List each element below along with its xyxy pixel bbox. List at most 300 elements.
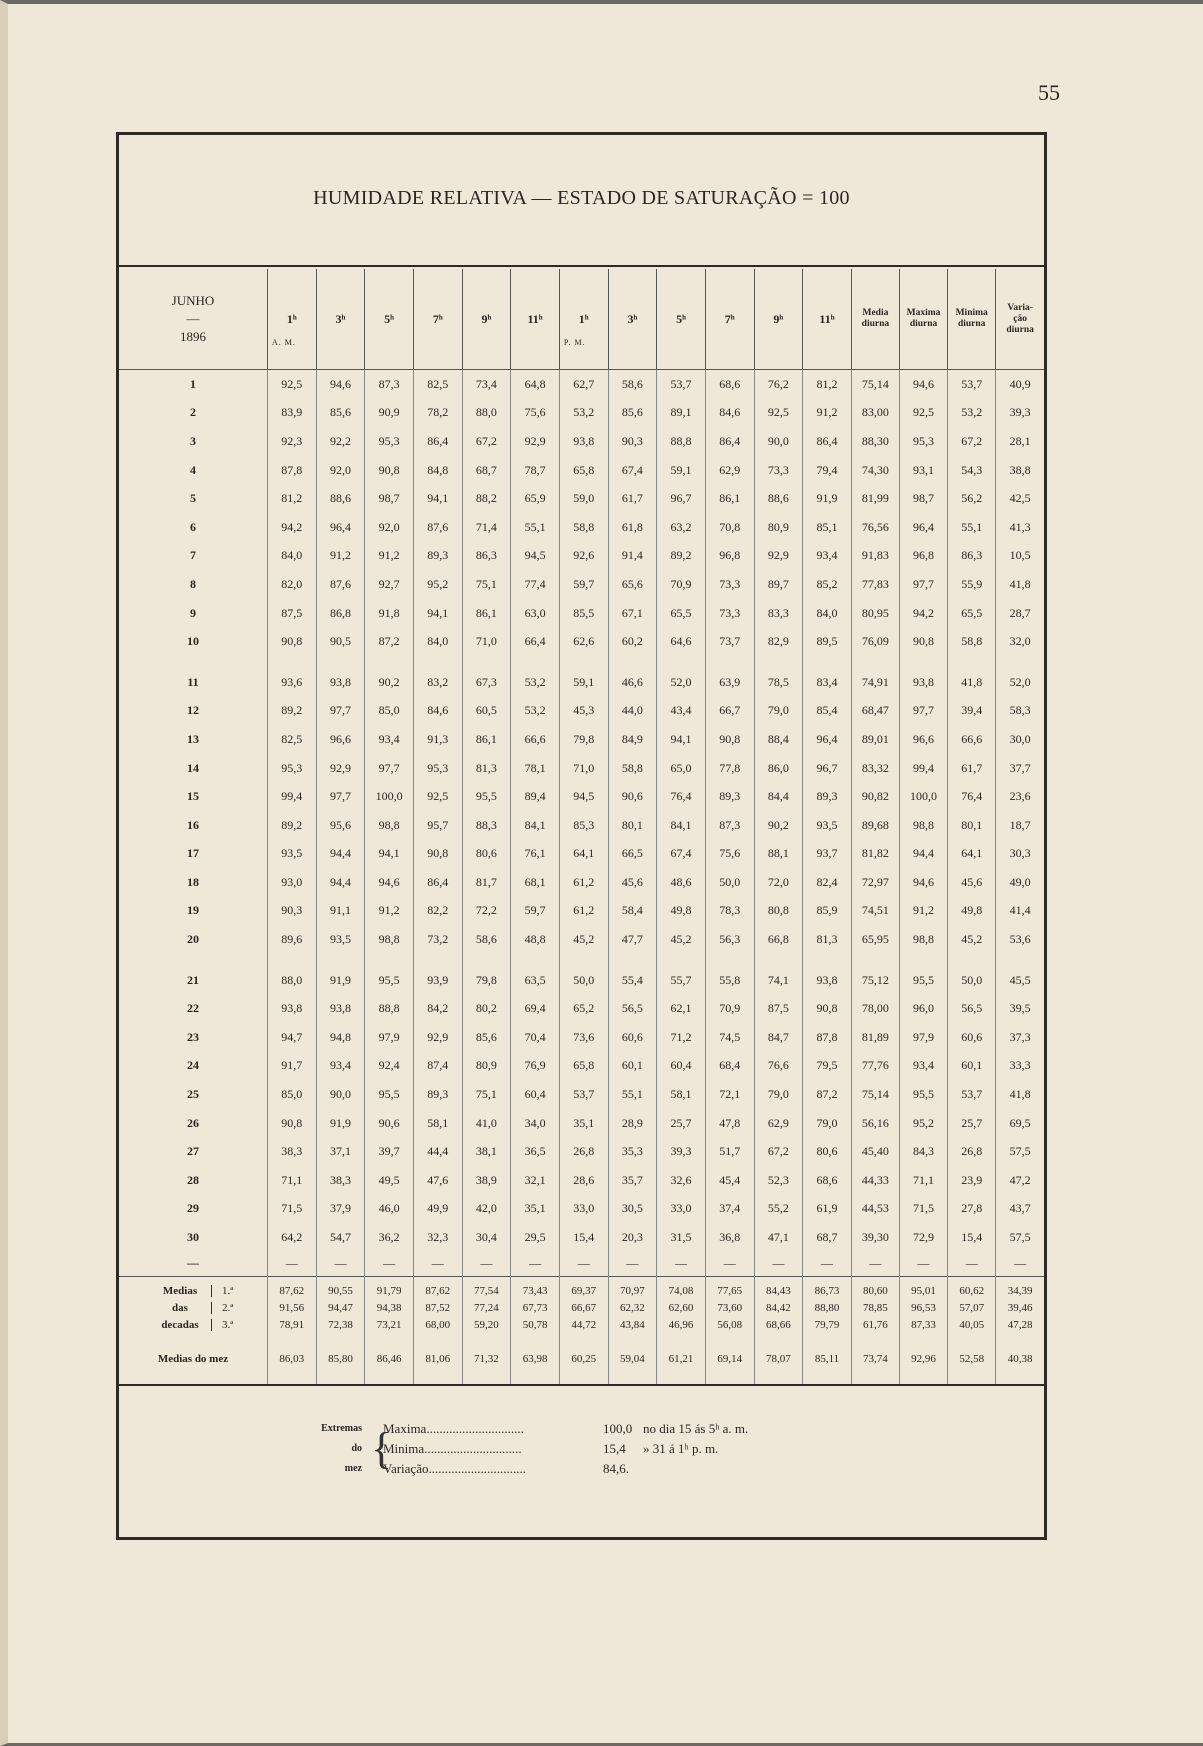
value-cell: 91,8 <box>365 599 414 628</box>
value-cell: 60,1 <box>608 1052 657 1081</box>
value-cell: 81,3 <box>462 754 511 783</box>
day-row <box>119 656 1044 697</box>
day-row <box>119 897 1044 926</box>
value-cell: 54,3 <box>948 456 996 485</box>
value-cell: 83,4 <box>803 656 852 697</box>
value-cell: 52,3 <box>754 1166 803 1195</box>
value-cell: 91,9 <box>316 954 365 995</box>
value-cell: 74,5 <box>705 1023 754 1052</box>
value-cell: 83,9 <box>267 399 316 428</box>
value-cell: 90,8 <box>267 627 316 656</box>
value-cell: 97,9 <box>899 1023 947 1052</box>
value-cell: 90,82 <box>851 782 899 811</box>
value-cell: 78,00 <box>851 994 899 1023</box>
value-cell: 71,2 <box>657 1023 706 1052</box>
month-dash: — <box>186 311 200 326</box>
decade-value: 68,00 <box>413 1317 462 1334</box>
value-cell: 45,5 <box>1009 972 1031 987</box>
value-cell: 91,1 <box>316 897 365 926</box>
value-cell: 90,8 <box>413 840 462 869</box>
dash-cell: — <box>899 1252 947 1277</box>
dash-cell: — <box>803 1252 852 1277</box>
value-cell: 83,3 <box>754 599 803 628</box>
value-cell: 87,5 <box>754 994 803 1023</box>
value-cell: 87,2 <box>365 627 414 656</box>
day-number: 28 <box>119 1166 267 1195</box>
value-cell: 97,7 <box>365 754 414 783</box>
value-cell: 91,7 <box>267 1052 316 1081</box>
hour-label: 9ʰ <box>481 311 492 326</box>
value-cell: 81,82 <box>851 840 899 869</box>
value-cell: 85,6 <box>316 399 365 428</box>
value-cell: 93,1 <box>899 456 947 485</box>
value-cell: 87,5 <box>267 599 316 628</box>
extremes-label-line: Extremas <box>321 1423 362 1434</box>
value-cell: 68,7 <box>803 1223 852 1252</box>
value-cell: 66,7 <box>705 697 754 726</box>
dash-cell: — <box>559 1252 608 1277</box>
value-cell: 71,4 <box>462 513 511 542</box>
value-cell: 86,4 <box>803 427 852 456</box>
value-cell: 55,1 <box>608 1080 657 1109</box>
hour-label: 7ʰ <box>724 311 735 326</box>
value-cell: 23,9 <box>948 1166 996 1195</box>
value-cell: 95,5 <box>365 1080 414 1109</box>
value-cell: 90,0 <box>754 427 803 456</box>
hour-label: 1ʰ <box>286 311 297 326</box>
value-cell: 61,9 <box>803 1195 852 1224</box>
value-cell: 45,2 <box>948 925 996 954</box>
decade-value: 77,24 <box>462 1300 511 1317</box>
value-cell: 93,5 <box>267 840 316 869</box>
value-cell: 44,0 <box>608 697 657 726</box>
day-number: 27 <box>119 1137 267 1166</box>
day-row <box>119 542 1044 571</box>
value-cell: 56,2 <box>948 484 996 513</box>
value-cell: 93,8 <box>316 656 365 697</box>
value-cell: 87,6 <box>316 570 365 599</box>
value-cell: 68,1 <box>511 868 560 897</box>
value-cell: 96,4 <box>803 725 852 754</box>
dash-cell: — <box>754 1252 803 1277</box>
decade-value: 84,42 <box>754 1300 803 1317</box>
value-cell: 41,8 <box>1009 576 1031 591</box>
value-cell: 41,8 <box>948 656 996 697</box>
value-cell: 96,6 <box>899 725 947 754</box>
value-cell: 60,4 <box>657 1052 706 1081</box>
dash-cell: — <box>1014 1256 1027 1271</box>
value-cell: 66,6 <box>511 725 560 754</box>
value-cell: 61,2 <box>559 897 608 926</box>
decade-value: 73,60 <box>705 1300 754 1317</box>
value-cell: 96,4 <box>899 513 947 542</box>
hour-label: 11ʰ <box>527 311 543 326</box>
extreme-name-text: Variação <box>383 1461 429 1476</box>
value-cell: 67,4 <box>608 456 657 485</box>
table-body <box>119 370 1044 1385</box>
value-cell: 37,1 <box>316 1137 365 1166</box>
stat-header-line: diurna <box>1006 324 1034 335</box>
value-cell: 48,6 <box>657 868 706 897</box>
humidity-table-wrap <box>119 269 1044 1386</box>
value-cell: 78,3 <box>705 897 754 926</box>
hour-label: 3ʰ <box>627 311 638 326</box>
value-cell: 76,2 <box>754 370 803 399</box>
value-cell: 38,1 <box>462 1137 511 1166</box>
day-number: 16 <box>119 811 267 840</box>
value-cell: 73,4 <box>462 370 511 399</box>
day-number: 9 <box>119 599 267 628</box>
value-cell: 88,2 <box>462 484 511 513</box>
value-cell: 90,0 <box>316 1080 365 1109</box>
value-cell: 73,6 <box>559 1023 608 1052</box>
value-cell: 44,53 <box>851 1195 899 1224</box>
month-mean-row <box>119 1334 1044 1385</box>
value-cell: 89,7 <box>754 570 803 599</box>
value-cell: 25,7 <box>657 1109 706 1138</box>
value-cell: 52,0 <box>1009 674 1031 689</box>
value-cell: 35,3 <box>608 1137 657 1166</box>
value-cell: 57,5 <box>1009 1230 1031 1245</box>
value-cell: 90,3 <box>608 427 657 456</box>
value-cell: 72,1 <box>705 1080 754 1109</box>
value-cell: 26,8 <box>948 1137 996 1166</box>
value-cell: 82,9 <box>754 627 803 656</box>
value-cell: 91,4 <box>608 542 657 571</box>
stat-header-line: Maxima <box>906 308 941 318</box>
value-cell: 49,8 <box>657 897 706 926</box>
value-cell: 95,5 <box>365 954 414 995</box>
value-cell: 81,3 <box>803 925 852 954</box>
day-row <box>119 954 1044 995</box>
value-cell: 63,2 <box>657 513 706 542</box>
value-cell: 84,6 <box>413 697 462 726</box>
value-cell: 65,6 <box>608 570 657 599</box>
hour-header <box>511 269 560 370</box>
value-cell: 77,83 <box>851 570 899 599</box>
value-cell: 91,3 <box>413 725 462 754</box>
value-cell: 90,6 <box>365 1109 414 1138</box>
decade-value: 94,47 <box>316 1300 365 1317</box>
decade-value: 78,85 <box>851 1300 899 1317</box>
value-cell: 96,4 <box>316 513 365 542</box>
day-number: 23 <box>119 1023 267 1052</box>
value-cell: 45,2 <box>657 925 706 954</box>
value-cell: 88,1 <box>754 840 803 869</box>
value-cell: 100,0 <box>899 782 947 811</box>
value-cell: 85,2 <box>803 570 852 599</box>
value-cell: 30,5 <box>608 1195 657 1224</box>
value-cell: 94,1 <box>657 725 706 754</box>
hour-label: 5ʰ <box>676 311 686 326</box>
day-row <box>119 1223 1044 1252</box>
value-cell: 93,8 <box>803 954 852 995</box>
value-cell: 58,6 <box>608 370 657 399</box>
day-number: 1 <box>119 370 267 399</box>
value-cell: 63,5 <box>511 954 560 995</box>
value-cell: 61,2 <box>559 868 608 897</box>
value-cell: 60,1 <box>948 1052 996 1081</box>
value-cell: 92,0 <box>365 513 414 542</box>
value-cell: 91,2 <box>899 897 947 926</box>
value-cell: 90,2 <box>365 656 414 697</box>
value-cell: 65,5 <box>948 599 996 628</box>
value-cell: 76,4 <box>657 782 706 811</box>
day-number: 17 <box>119 840 267 869</box>
dash-cell: — <box>851 1252 899 1277</box>
value-cell: 37,4 <box>705 1195 754 1224</box>
extreme-name: Variação.............................. <box>383 1461 526 1476</box>
decade-value: 61,76 <box>851 1317 899 1334</box>
value-cell: 58,1 <box>657 1080 706 1109</box>
value-cell: 92,6 <box>559 542 608 571</box>
value-cell: 63,9 <box>705 656 754 697</box>
value-cell: 96,7 <box>657 484 706 513</box>
value-cell: 79,8 <box>559 725 608 754</box>
value-cell: 77,4 <box>511 570 560 599</box>
day-number: 14 <box>119 754 267 783</box>
value-cell: 15,4 <box>948 1223 996 1252</box>
extreme-row-minima <box>383 1439 983 1459</box>
value-cell: 79,0 <box>754 697 803 726</box>
value-cell: 90,8 <box>705 725 754 754</box>
extremes-rows <box>383 1419 983 1479</box>
title-box <box>119 135 1044 267</box>
value-cell: 97,7 <box>899 697 947 726</box>
decade-value: 66,67 <box>559 1300 608 1317</box>
decade-ordinal: 3.ª <box>211 1319 233 1331</box>
value-cell: 90,5 <box>316 627 365 656</box>
value-cell: 73,3 <box>705 599 754 628</box>
value-cell: 53,7 <box>559 1080 608 1109</box>
value-cell: 96,8 <box>899 542 947 571</box>
day-row <box>119 570 1044 599</box>
value-cell: 87,8 <box>267 456 316 485</box>
decade-value: 57,07 <box>948 1300 996 1317</box>
month-mean-value: 69,14 <box>705 1334 754 1385</box>
day-row <box>119 840 1044 869</box>
value-cell: 85,5 <box>559 599 608 628</box>
decade-value: 60,62 <box>948 1276 996 1300</box>
dash-cell: — <box>413 1252 462 1277</box>
day-row <box>119 754 1044 783</box>
table-frame <box>116 132 1047 1540</box>
hour-label: 3ʰ <box>335 311 346 326</box>
value-cell: 95,7 <box>413 811 462 840</box>
decade-value: 62,32 <box>608 1300 657 1317</box>
value-cell: 70,9 <box>657 570 706 599</box>
value-cell: 94,1 <box>413 484 462 513</box>
decade-mean-row <box>119 1317 1044 1334</box>
decade-value: 91,56 <box>267 1300 316 1317</box>
value-cell: 86,1 <box>462 725 511 754</box>
value-cell: 93,4 <box>899 1052 947 1081</box>
value-cell: 37,7 <box>1009 760 1031 775</box>
decade-value: 86,73 <box>803 1276 852 1300</box>
stat-header-line: diurna <box>957 319 986 329</box>
day-row <box>119 370 1044 399</box>
value-cell: 62,6 <box>559 627 608 656</box>
value-cell: 94,5 <box>511 542 560 571</box>
value-cell: 44,33 <box>851 1166 899 1195</box>
value-cell: 34,0 <box>511 1109 560 1138</box>
value-cell: 62,9 <box>705 456 754 485</box>
value-cell: 65,8 <box>559 1052 608 1081</box>
value-cell: 74,51 <box>851 897 899 926</box>
value-cell: 39,5 <box>1009 1001 1031 1016</box>
extreme-name-text: Minima <box>383 1441 425 1456</box>
value-cell: 59,1 <box>657 456 706 485</box>
value-cell: 91,2 <box>365 897 414 926</box>
day-row <box>119 1109 1044 1138</box>
value-cell: 47,6 <box>413 1166 462 1195</box>
value-cell: 90,8 <box>803 994 852 1023</box>
value-cell: 68,47 <box>851 697 899 726</box>
extreme-desc: no dia 15 ás 5ʰ a. m. <box>643 1421 749 1436</box>
decade-label <box>119 1317 267 1334</box>
value-cell: 53,2 <box>511 656 560 697</box>
value-cell: 60,5 <box>462 697 511 726</box>
extremes-label-line: do <box>351 1443 362 1454</box>
value-cell: 64,1 <box>559 840 608 869</box>
value-cell: 65,9 <box>511 484 560 513</box>
value-cell: 41,0 <box>462 1109 511 1138</box>
value-cell: 30,0 <box>1009 731 1031 746</box>
value-cell: 98,8 <box>899 925 947 954</box>
value-cell: 86,1 <box>462 599 511 628</box>
decade-value: 72,38 <box>316 1317 365 1334</box>
value-cell: 55,1 <box>948 513 996 542</box>
value-cell: 40,9 <box>1009 376 1031 391</box>
day-number: 15 <box>119 782 267 811</box>
day-row <box>119 456 1044 485</box>
value-cell: 91,9 <box>803 484 852 513</box>
value-cell: 88,8 <box>657 427 706 456</box>
hour-header <box>705 269 754 370</box>
value-cell: 30,3 <box>1009 846 1031 861</box>
value-cell: 67,4 <box>657 840 706 869</box>
month-header <box>119 269 267 370</box>
value-cell: 89,6 <box>267 925 316 954</box>
value-cell: 87,8 <box>803 1023 852 1052</box>
extreme-value: 15,4 <box>603 1441 626 1456</box>
value-cell: 81,89 <box>851 1023 899 1052</box>
value-cell: 36,8 <box>705 1223 754 1252</box>
value-cell: 96,7 <box>803 754 852 783</box>
value-cell: 78,5 <box>754 656 803 697</box>
value-cell: 89,2 <box>267 697 316 726</box>
extreme-value: 100,0 <box>603 1421 633 1436</box>
value-cell: 73,2 <box>413 925 462 954</box>
humidity-table <box>119 269 1044 1386</box>
value-cell: 83,00 <box>851 399 899 428</box>
value-cell: 93,5 <box>803 811 852 840</box>
value-cell: 87,6 <box>413 513 462 542</box>
value-cell: 81,7 <box>462 868 511 897</box>
value-cell: 58,3 <box>1009 703 1031 718</box>
value-cell: 52,0 <box>657 656 706 697</box>
day-number: 24 <box>119 1052 267 1081</box>
day-row <box>119 925 1044 954</box>
decade-value: 80,60 <box>851 1276 899 1300</box>
day-number: 13 <box>119 725 267 754</box>
value-cell: 28,1 <box>1009 433 1031 448</box>
decade-value: 50,78 <box>511 1317 560 1334</box>
value-cell: 85,4 <box>803 697 852 726</box>
day-number: 25 <box>119 1080 267 1109</box>
value-cell: 45,4 <box>705 1166 754 1195</box>
value-cell: 88,30 <box>851 427 899 456</box>
day-row <box>119 994 1044 1023</box>
value-cell: 55,8 <box>705 954 754 995</box>
value-cell: 32,0 <box>1009 634 1031 649</box>
value-cell: 66,4 <box>511 627 560 656</box>
value-cell: 84,4 <box>754 782 803 811</box>
decade-value: 43,84 <box>608 1317 657 1334</box>
decade-value: 77,54 <box>462 1276 511 1300</box>
value-cell: 91,83 <box>851 542 899 571</box>
value-cell: 84,0 <box>803 599 852 628</box>
day-number: 8 <box>119 570 267 599</box>
value-cell: 55,9 <box>948 570 996 599</box>
value-cell: 84,6 <box>705 399 754 428</box>
value-cell: 88,0 <box>462 399 511 428</box>
value-cell: 49,9 <box>413 1195 462 1224</box>
value-cell: 86,8 <box>316 599 365 628</box>
month-mean-value: 63,98 <box>511 1334 560 1385</box>
value-cell: 59,7 <box>511 897 560 926</box>
value-cell: 65,5 <box>657 599 706 628</box>
month-mean-value: 85,11 <box>803 1334 852 1385</box>
month-mean-value: 71,32 <box>462 1334 511 1385</box>
value-cell: 67,1 <box>608 599 657 628</box>
value-cell: 94,6 <box>899 370 947 399</box>
value-cell: 84,0 <box>413 627 462 656</box>
brace-icon: { <box>371 1424 393 1473</box>
decade-ordinal: 2.ª <box>211 1302 233 1314</box>
value-cell: 89,2 <box>657 542 706 571</box>
value-cell: 93,8 <box>267 994 316 1023</box>
value-cell: 71,1 <box>899 1166 947 1195</box>
value-cell: 86,4 <box>413 868 462 897</box>
value-cell: 25,7 <box>948 1109 996 1138</box>
day-row <box>119 1195 1044 1224</box>
value-cell: 97,9 <box>365 1023 414 1052</box>
hour-label: 7ʰ <box>432 311 443 326</box>
value-cell: 43,4 <box>657 697 706 726</box>
value-cell: 89,3 <box>413 1080 462 1109</box>
month-mean-label: Medias do mez <box>119 1334 267 1385</box>
value-cell: 76,56 <box>851 513 899 542</box>
day-row <box>119 484 1044 513</box>
value-cell: 59,0 <box>559 484 608 513</box>
value-cell: 71,0 <box>462 627 511 656</box>
value-cell: 68,7 <box>462 456 511 485</box>
value-cell: 80,2 <box>462 994 511 1023</box>
month-mean-value: 86,03 <box>267 1334 316 1385</box>
hour-header <box>803 269 852 370</box>
value-cell: 86,0 <box>754 754 803 783</box>
hour-label: 5ʰ <box>384 311 395 326</box>
value-cell: 65,2 <box>559 994 608 1023</box>
day-row <box>119 811 1044 840</box>
day-number: 4 <box>119 456 267 485</box>
day-row <box>119 725 1044 754</box>
value-cell: 89,3 <box>413 542 462 571</box>
value-cell: 96,8 <box>705 542 754 571</box>
value-cell: 92,2 <box>316 427 365 456</box>
value-cell: 79,5 <box>803 1052 852 1081</box>
